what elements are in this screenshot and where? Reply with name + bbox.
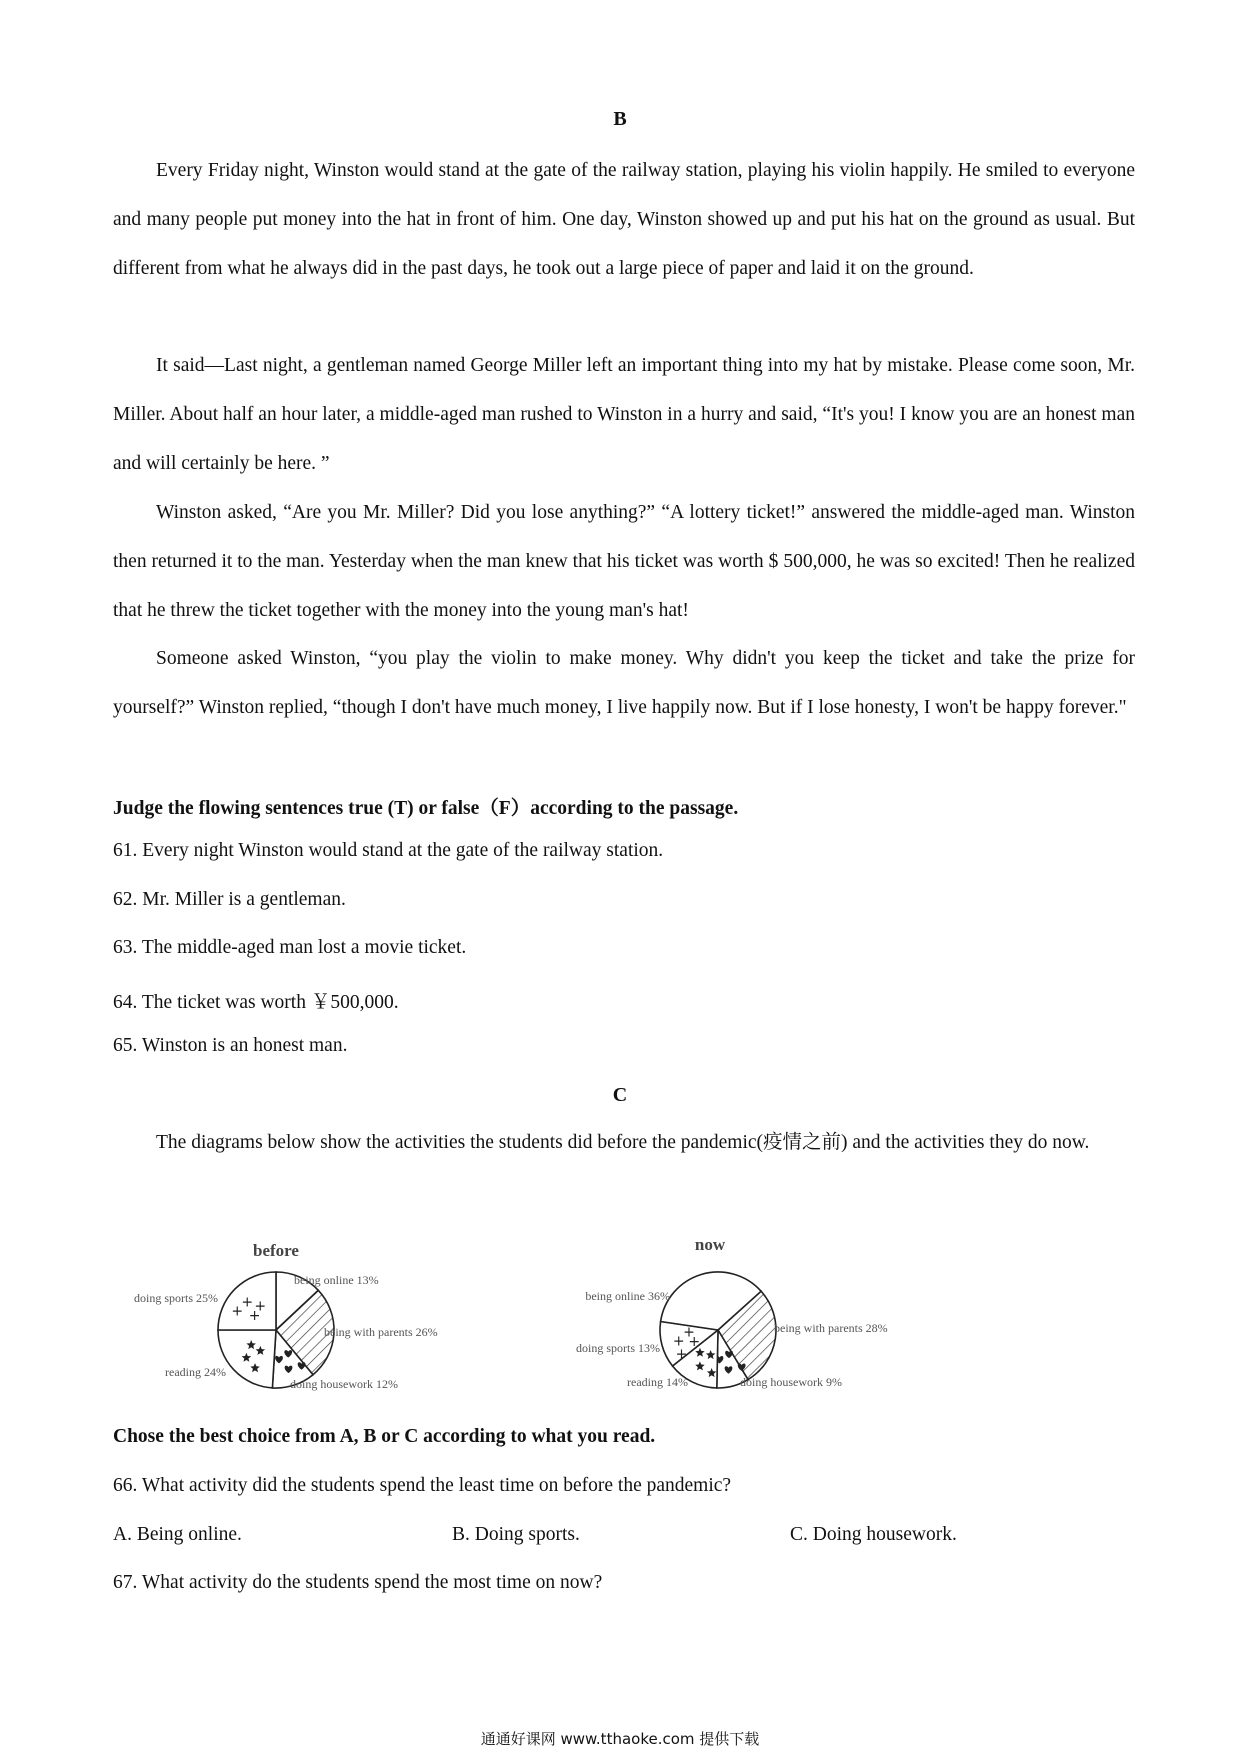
pie-before-plus-mark: +	[241, 1294, 254, 1311]
pie-before-label-1: being with parents 26%	[324, 1325, 438, 1339]
choice-instruction: Chose the best choice from A, B or C according to what you read.	[113, 1426, 656, 1447]
pie-before-label-4: doing sports 25%	[134, 1291, 218, 1305]
question-63: 63. The middle-aged man lost a movie ticket.	[113, 937, 467, 958]
paragraph-c: The diagrams below show the activities the students did before the pandemic(疫情之前) and the activities they do now.	[156, 1132, 1090, 1153]
section-c-title: C	[612, 1084, 628, 1106]
pie-before-plus-mark: +	[231, 1303, 244, 1320]
footer-watermark: 通通好课网 www.tthaoke.com 提供下载	[480, 1730, 760, 1748]
pie-before	[134, 1272, 438, 1391]
q66-option-a: A. Being online.	[113, 1524, 242, 1545]
pie-before-label-2: doing housework 12%	[290, 1377, 398, 1391]
pie-now-label-0: being with parents 28%	[774, 1321, 888, 1335]
chart-now-title: now	[694, 1235, 726, 1254]
paragraph-4: Someone asked Winston, “you play the violin to make money. Why didn't you keep the ticket and take the prize for yourself?” Winston replied, “though I don't have much money, I live happily now. But if I lose honesty, I won't be happy forever."	[113, 648, 1135, 718]
question-66: 66. What activity did the students spend the least time on before the pandemic?	[113, 1475, 732, 1496]
pie-now-plus-mark: +	[683, 1324, 695, 1341]
paragraph-1: Every Friday night, Winston would stand at the gate of the railway station, playing his violin happily. He smiled to everyone and many people put money into the hat in front of him. One day, Winston showed up and put his hat on the ground as usual. But different from what he always did in the past days, he took out a large piece of paper and laid it on the ground.	[113, 160, 1135, 279]
question-61: 61. Every night Winston would stand at the gate of the railway station.	[113, 840, 664, 861]
chart-before-title: before	[253, 1241, 299, 1260]
paragraph-3: Winston asked, “Are you Mr. Miller? Did you lose anything?” “A lottery ticket!” answered the middle-aged man. Winston then returned it to the man. Yesterday when the man knew that his ticket was worth $ 500,000, he was so excited! Then he realized that he threw the ticket together with the money into the young man's hat!	[113, 502, 1135, 621]
pie-before-label-0: being online 13%	[294, 1273, 379, 1287]
pie-now-label-4: being online 36%	[585, 1289, 670, 1303]
pie-now-label-1: doing housework 9%	[740, 1375, 842, 1389]
q66-option-b: B. Doing sports.	[452, 1524, 580, 1545]
pie-before-plus-mark: +	[248, 1308, 261, 1324]
pie-now-plus-mark: +	[672, 1333, 685, 1350]
pie-now-label-3: doing sports 13%	[576, 1341, 660, 1355]
pie-before-plus-mark: +	[254, 1298, 267, 1315]
pie-now-plus-mark: +	[675, 1346, 688, 1363]
pie-now-plus-mark: +	[688, 1334, 701, 1350]
paragraph-2: It said—Last night, a gentleman named George Miller left an important thing into my hat by mistake. Please come soon, Mr. Miller. About half an hour later, a middle-aged man rushed to Winston in a hurry and said, “It's you! I know you are an honest man and will certainly be here. ”	[113, 355, 1135, 474]
pie-now-label-2: reading 14%	[627, 1375, 688, 1389]
question-62: 62. Mr. Miller is a gentleman.	[113, 889, 346, 910]
pie-before-label-3: reading 24%	[165, 1365, 226, 1379]
question-67: 67. What activity do the students spend the most time on now?	[113, 1572, 603, 1593]
pie-now	[576, 1272, 888, 1389]
question-65: 65. Winston is an honest man.	[113, 1035, 348, 1056]
question-64: 64. The ticket was worth ￥500,000.	[113, 992, 399, 1013]
pie-charts	[0, 1220, 1240, 1400]
section-b-title: B	[613, 108, 627, 130]
true-false-instruction: Judge the flowing sentences true (T) or false（F）according to the passage.	[113, 798, 739, 819]
q66-option-c: C. Doing housework.	[790, 1524, 957, 1545]
